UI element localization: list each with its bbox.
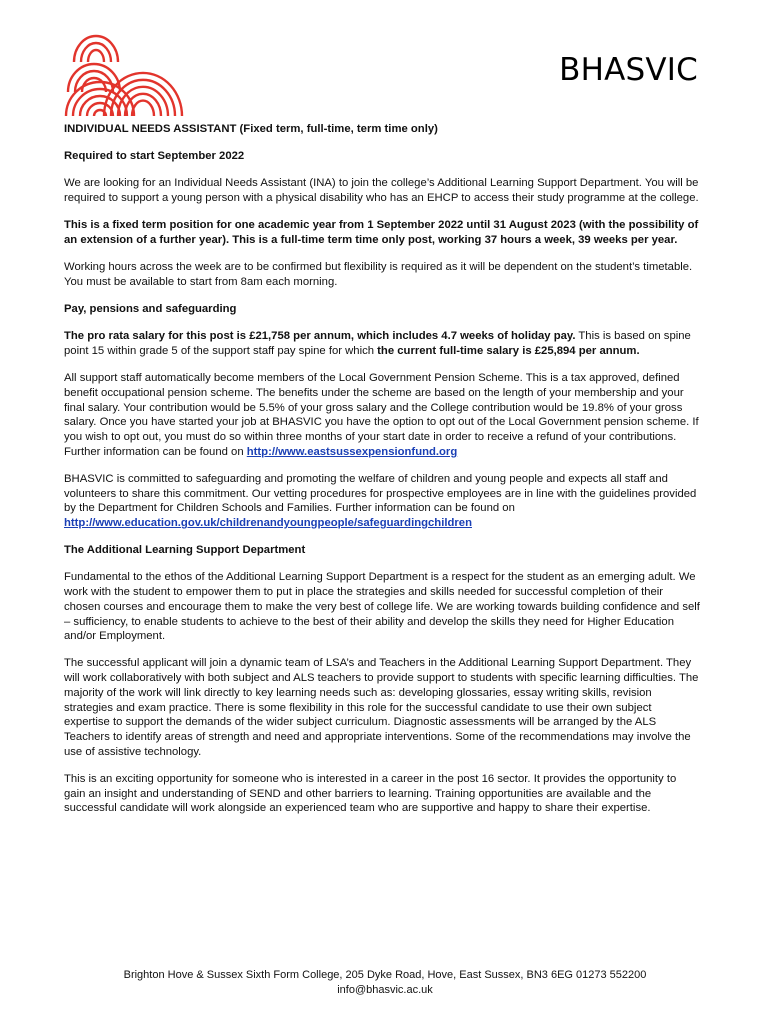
salary-tail: the current full-time salary is £25,894 per annum. [377, 345, 640, 358]
pension-fund-link[interactable]: http://www.eastsussexpensionfund.org [246, 445, 458, 458]
als-paragraph-2: The successful applicant will join a dynamic team of LSA’s and Teachers in the Additional Learning Support Department. They will work collaboratively with both subject and ALS teachers to provide support to students with specific learning difficulties. The majority of the work will link directly to key learning needs such as: developing glossaries, essay writing skills, revision strategies and exam practice. There is some flexibility in this role for the successful candidate to use their own subject expertise to support the demands of the wider subject curriculum. Diagnostic assessments will be arranged by the ALS Teachers to identify areas of strength and need and appropriate interventions. Some of the recommendations may involve the use of assistive technology. [64, 657, 699, 758]
footer-address: Brighton Hove & Sussex Sixth Form College, 205 Dyke Road, Hove, East Sussex, BN3 6EG 01273 552200 [123, 969, 647, 981]
fixed-term-paragraph: This is a fixed term position for one academic year from 1 September 2022 until 31 August 2023 (with the possibility of an extension of a further year). This is a full-time term time only post, working 37 hours a week, 39 weeks per year. [64, 219, 699, 247]
pension-text: All support staff automatically become members of the Local Government Pension Scheme. This is a tax approved, defined benefit occupational pension scheme. The benefits under the scheme are based on the length of your membership and your final salary. Your contribution would be 5.5% of your gross salary and the College contribution would be 19.8% of your gross salary. Once you have started your job at BHASVIC you have the option to opt out of the Local Government pension scheme. If you wish to opt out, you must do so within three months of your start date in order to receive a refund of your contributions. Further information can be found on [64, 372, 699, 458]
pension-paragraph [64, 371, 700, 459]
safeguarding-link[interactable]: http://www.education.gov.uk/childrenandyoungpeople/safeguardingchildren [64, 517, 472, 530]
footer-email: info@bhasvic.ac.uk [337, 983, 433, 996]
pay-section-heading: Pay, pensions and safeguarding [64, 303, 237, 316]
safeguarding-text: BHASVIC is committed to safeguarding and promoting the welfare of children and young people and expects all staff and volunteers to share this commitment. Our vetting procedures for prospective employees are in line with the guidelines provided by the Department for Children Schools and Families. Further information can be found on [64, 472, 697, 515]
safeguarding-paragraph [64, 472, 700, 531]
intro-paragraph: We are looking for an Individual Needs Assistant (INA) to join the college’s Additional Learning Support Department. You will be required to support a young person with a physical disability who has an EHCP to access their study programme at the college. [64, 177, 699, 205]
als-section-heading: The Additional Learning Support Department [64, 544, 306, 557]
document-body [64, 122, 700, 829]
page-footer [0, 968, 770, 997]
start-date: Required to start September 2022 [64, 150, 245, 163]
brand-wordmark: BHASVIC [559, 52, 698, 88]
als-paragraph-3: This is an exciting opportunity for someone who is interested in a career in the post 16 sector. It provides the opportunity to gain an insight and understanding of SEND and other barriers to learning. Training opportunities are available and the successful candidate will work alongside an experienced team who are supportive and happy to share their expertise. [64, 772, 677, 815]
salary-text: This is based on spine point 15 within grade 5 of the support staff pay spine for which [64, 330, 691, 358]
bhasvic-logo [64, 32, 188, 118]
salary-lead: The pro rata salary for this post is £21,758 per annum, which includes 4.7 weeks of holiday pay. [64, 330, 576, 343]
working-hours-paragraph: Working hours across the week are to be confirmed but flexibility is required as it will be dependent on the student’s timetable. You must be available to start from 8am each morning. [64, 261, 693, 288]
job-title-heading: INDIVIDUAL NEEDS ASSISTANT (Fixed term, full-time, term time only) [64, 123, 438, 135]
als-paragraph-1: Fundamental to the ethos of the Additional Learning Support Department is a respect for the student as an emerging adult. We work with the student to empower them to put in place the strategies and skills needed for successful completion of their chosen courses and encourage them to make the very best of college life. We are working towards building confidence and self – sufficiency, to enable students to achieve to the best of their ability and develop the skills they need for Higher Education and/or Employment. [64, 571, 700, 643]
salary-paragraph [64, 329, 700, 358]
